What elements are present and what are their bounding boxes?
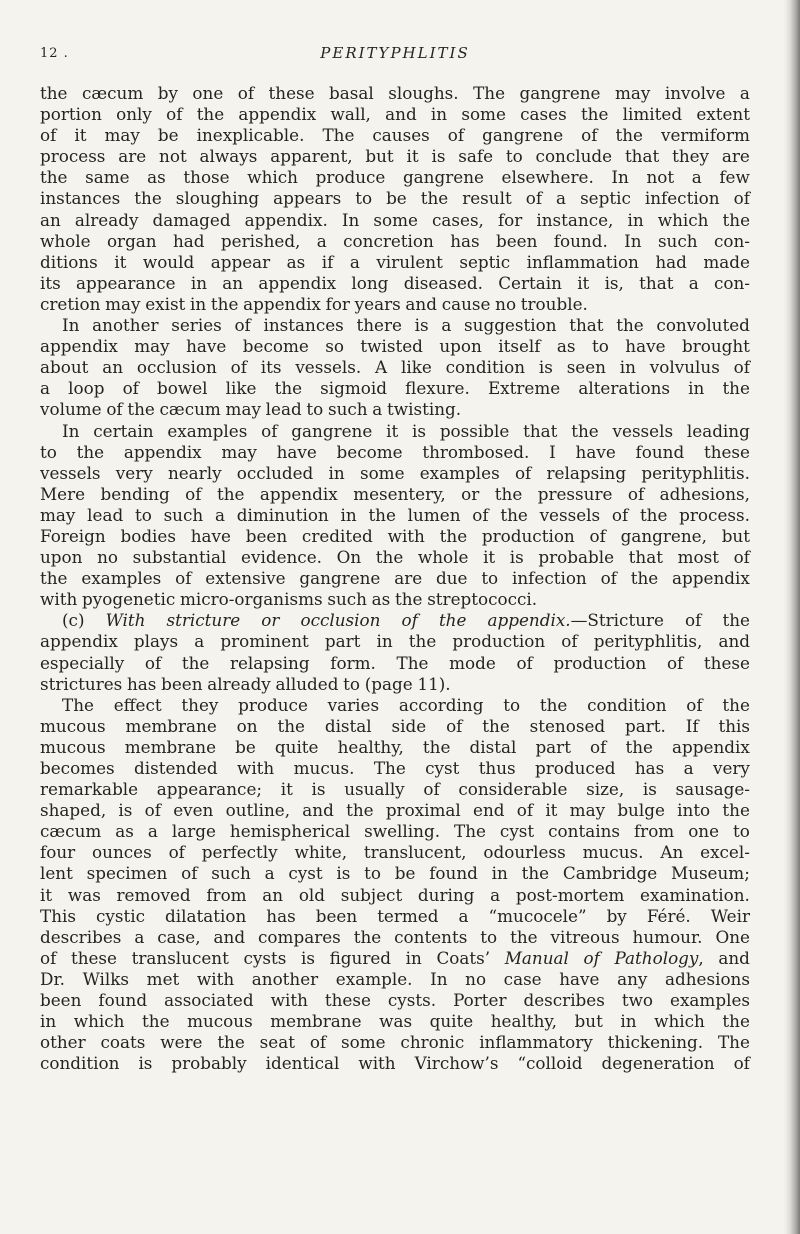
text-line: the examples of extensive gangrene are due to infection of the appendix: [40, 568, 750, 589]
text-line: in which the mucous membrane was quite healthy, but in which the: [40, 1011, 750, 1032]
text-line: Foreign bodies have been credited with the production of gangrene, but: [40, 525, 750, 546]
text-line: shaped, is of even outline, and the proximal end of it may bulge into the: [40, 800, 750, 821]
text-line: portion only of the appendix wall, and in some cases the limited extent: [40, 104, 750, 125]
text-line: four ounces of perfectly white, translucent, odourless mucus. An excel-: [40, 842, 750, 863]
text-line: the same as those which produce gangrene elsewhere. In not a few: [40, 167, 750, 188]
text-line: upon no substantial evidence. On the whole it is probable that most of: [40, 547, 750, 568]
page-header: [40, 44, 750, 68]
text-line: an already damaged appendix. In some cases, for instance, in which the: [40, 209, 750, 230]
text-line: especially of the relapsing form. The mode of production of these: [40, 652, 750, 673]
text-line: (c) With stricture or occlusion of the appendix.—Stricture of the: [62, 610, 750, 631]
text-line: appendix plays a prominent part in the production of perityphlitis, and: [40, 631, 750, 652]
text-line: cretion may exist in the appendix for years and cause no trouble.: [40, 293, 588, 314]
text-line: been found associated with these cysts. Porter describes two examples: [40, 990, 750, 1011]
text-line: mucous membrane be quite healthy, the distal part of the appendix: [40, 736, 750, 757]
text-line: about an occlusion of its vessels. A like condition is seen in volvulus of: [40, 357, 750, 378]
text-line: volume of the cæcum may lead to such a twisting.: [40, 399, 462, 420]
text-line: appendix may have become so twisted upon itself as to have brought: [40, 336, 750, 357]
text-line: a loop of bowel like the sigmoid flexure. Extreme alterations in the: [40, 378, 750, 399]
text-line: of it may be inexplicable. The causes of gangrene of the vermiform: [40, 125, 750, 146]
text-line: strictures has been already alluded to (page 11).: [40, 673, 451, 694]
text-line: condition is probably identical with Virchow’s “colloid degeneration of: [40, 1053, 750, 1074]
text-line: process are not always apparent, but it is safe to conclude that they are: [40, 146, 750, 167]
page-spine-shadow: [784, 0, 800, 1234]
text-line: vessels very nearly occluded in some examples of relapsing perityphlitis.: [40, 462, 750, 483]
text-line: the cæcum by one of these basal sloughs. The gangrene may involve a: [40, 83, 750, 103]
text-line: Mere bending of the appendix mesentery, or the pressure of adhesions,: [40, 483, 750, 504]
text-line: to the appendix may have become thrombosed. I have found these: [40, 441, 750, 462]
text-line: ditions it would appear as if a virulent septic inflammation had made: [40, 251, 750, 272]
text-line: with pyogenetic micro-organisms such as the streptococci.: [40, 589, 538, 610]
text-line: of these translucent cysts is figured in Coats’ Manual of Pathology, and: [40, 947, 750, 968]
text-line: This cystic dilatation has been termed a “mucocele” by Féré. Weir: [40, 905, 750, 926]
text-line: becomes distended with mucus. The cyst thus produced has a very: [40, 758, 750, 778]
text-line: other coats were the seat of some chronic inflammatory thickening. The: [40, 1032, 750, 1053]
text-line: lent specimen of such a cyst is to be found in the Cambridge Museum;: [40, 863, 750, 884]
text-line: its appearance in an appendix long diseased. Certain it is, that a con-: [40, 272, 750, 293]
text-line: mucous membrane on the distal side of the stenosed part. If this: [40, 715, 750, 736]
text-line: instances the sloughing appears to be the result of a septic infection of: [40, 188, 750, 209]
text-line: The effect they produce varies according to the condition of the: [62, 694, 750, 715]
text-line: it was removed from an old subject during a post-mortem examination.: [40, 884, 750, 905]
text-line: remarkable appearance; it is usually of considerable size, is sausage-: [40, 779, 750, 800]
text-line: Dr. Wilks met with another example. In no case have any adhesions: [40, 968, 750, 989]
text-line: In another series of instances there is a suggestion that the convoluted: [62, 315, 750, 336]
text-line: cæcum as a large hemispherical swelling. The cyst contains from one to: [40, 821, 750, 842]
text-line: whole organ had perished, a concretion has been found. In such con-: [40, 230, 750, 251]
text-line: In certain examples of gangrene it is possible that the vessels leading: [62, 420, 750, 441]
running-title: PERITYPHLITIS: [320, 44, 470, 62]
text-line: may lead to such a diminution in the lumen of the vessels of the process.: [40, 504, 750, 525]
text-line: describes a case, and compares the contents to the vitreous humour. One: [40, 926, 750, 947]
body-text: [40, 83, 750, 1074]
page-number: 12 .: [40, 46, 69, 61]
